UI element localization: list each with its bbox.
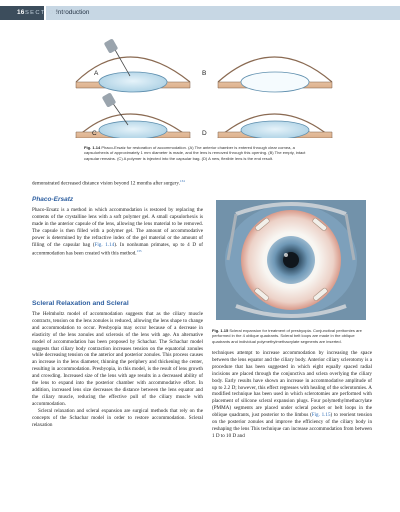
phaco-text-part-2: ). In nonhuman primates, up to 4 D of accommodation has been created with this method. — [32, 241, 204, 258]
right-text-part-2: ) to reorient tension on the posterior zonules and improve the efficiency of the ciliary body in reshaping the lens This technique can increase accommodation from between 1 D to 10 D and — [212, 412, 372, 439]
phaco-text-part-1: Phaco-Ersatz is a method in which accommodation is restored by replacing the contents of the crystalline lens with a soft polymer gel. A small capsulorhexis is made in the anterior capsule of the lens, allowing the lens material to be removed. The capsule is then filled with a polymer gel. The amount of accommodative power is determined by the refractive index of the gel material or the amount of filling of the capsular bag ( — [32, 207, 203, 248]
phaco-ersatz-heading: Phaco-Ersatz — [32, 196, 74, 203]
page-number: 16 — [0, 6, 44, 20]
figure-1-15-caption-text: Scleral expansion for treatment of presbyopia. Conjunctival peritomies are performed in the 4 oblique quadrants. Scleral belt loops are made in the oblique quadrants and individual polymethylmethacrylate segments are inserted. — [212, 328, 362, 344]
panel-a-drawing — [76, 38, 190, 92]
panel-label-c: C — [92, 130, 97, 137]
figure-1-15-link[interactable]: Fig. 1.15 — [311, 412, 331, 419]
page-header — [0, 0, 400, 20]
scleral-text: The Helmholtz model of accommodation suggests that as the ciliary muscle contracts, tension on the lens zonules is reduced, allowing the lens shape to change and accommodation to occur. Presbyopia may occur because of a decrease in elasticity of the lens zonules and sclerosis of the lens with age. An alternative model of accommodation has been proposed by Schachar. The Schachar model suggests that ciliary body contraction increases tension on the equatorial zonules while decreasing tension on the anterior and posterior zonules. This process causes an increase in the lens diameter, thinning the periphery and thickening the center, resulting in accommodation. Presbyopia, in this model, is the result of lens growth and crowding. Increased size of the lens with age results in a decreased ability of the lens to expand into the posterior chamber with accommodative effort. In addition, increased lens size decreases the distance between the lens equator and the ciliary muscle, reducing the effective pull of the ciliary muscle with accommodation. — [32, 311, 203, 407]
figure-1-15-caption-label: Fig. 1.15 — [212, 328, 229, 333]
figure-1-15 — [216, 200, 366, 320]
right-text-part-1: techniques attempt to increase accommodation by increasing the space between the lens equator and the ciliary body. Anterior ciliary sclerotomy is a procedure that has been suggested in which eight equally spaced radial incisions are placed through the conjunctiva and sclera overlying the ciliary body. Early results have shown an increase in accommodative amplitude of up to 2.2 D; however, this effect regresses with healing of the sclerotomies. A modified technique has been used in which sclerotomies are performed with placement of silicone scleral expansion plugs. Four polymethylmethacrylate (PMMA) segments are placed under scleral pocket or belt loops in the oblique quadrants, just posterior to the limbus ( — [212, 350, 372, 419]
figure-1-14 — [68, 30, 340, 138]
intro-line-1: demonstrated decreased distance vision beyond 12 months — [32, 180, 152, 187]
intro-paragraph — [32, 178, 203, 188]
panel-label-b: B — [202, 70, 207, 77]
panel-d-drawing — [218, 114, 332, 138]
figure-1-15-illustration — [216, 200, 366, 320]
figure-1-14-caption — [84, 145, 320, 161]
intro-reference[interactable]: 134 — [179, 179, 185, 183]
panel-label-a: A — [94, 70, 99, 77]
figure-1-15-caption — [212, 328, 370, 344]
scleral-paragraph — [32, 311, 203, 428]
phaco-reference[interactable]: 135 — [136, 249, 142, 254]
phaco-ersatz-paragraph — [32, 207, 203, 258]
panel-b-drawing — [218, 57, 332, 92]
intro-line-2: after surgery. — [153, 180, 180, 187]
figure-1-14-illustration — [68, 30, 340, 138]
scleral-text-2: Scleral relaxation and scleral expansion are surgical methods that rely on the concepts of the Schachar model in order to restore accommodation. Scleral relaxation — [32, 407, 203, 428]
right-column-paragraph — [212, 350, 372, 440]
figure-1-14-caption-text: Phaco-Ersatz for restoration of accommodation. (A) The anterior chamber is entered through clear cornea, a capsulorhexis of approximately 1 mm diameter is made, and the lens is removed through this opening. (B) The empty, intact capsular remains. (C) A polymer is injected into the capsular bag. (D) A new, flexible lens is the end result. — [84, 145, 306, 161]
panel-label-d: D — [202, 130, 207, 137]
figure-1-14-link[interactable]: Fig. 1.14 — [94, 241, 115, 248]
figure-1-14-caption-label: Fig. 1.14 — [84, 145, 101, 150]
chapter-title: Introduction — [46, 6, 400, 20]
section-label: SECTION I — [25, 10, 66, 16]
scleral-section-heading: Scleral Relaxation and Scleral — [32, 300, 129, 307]
